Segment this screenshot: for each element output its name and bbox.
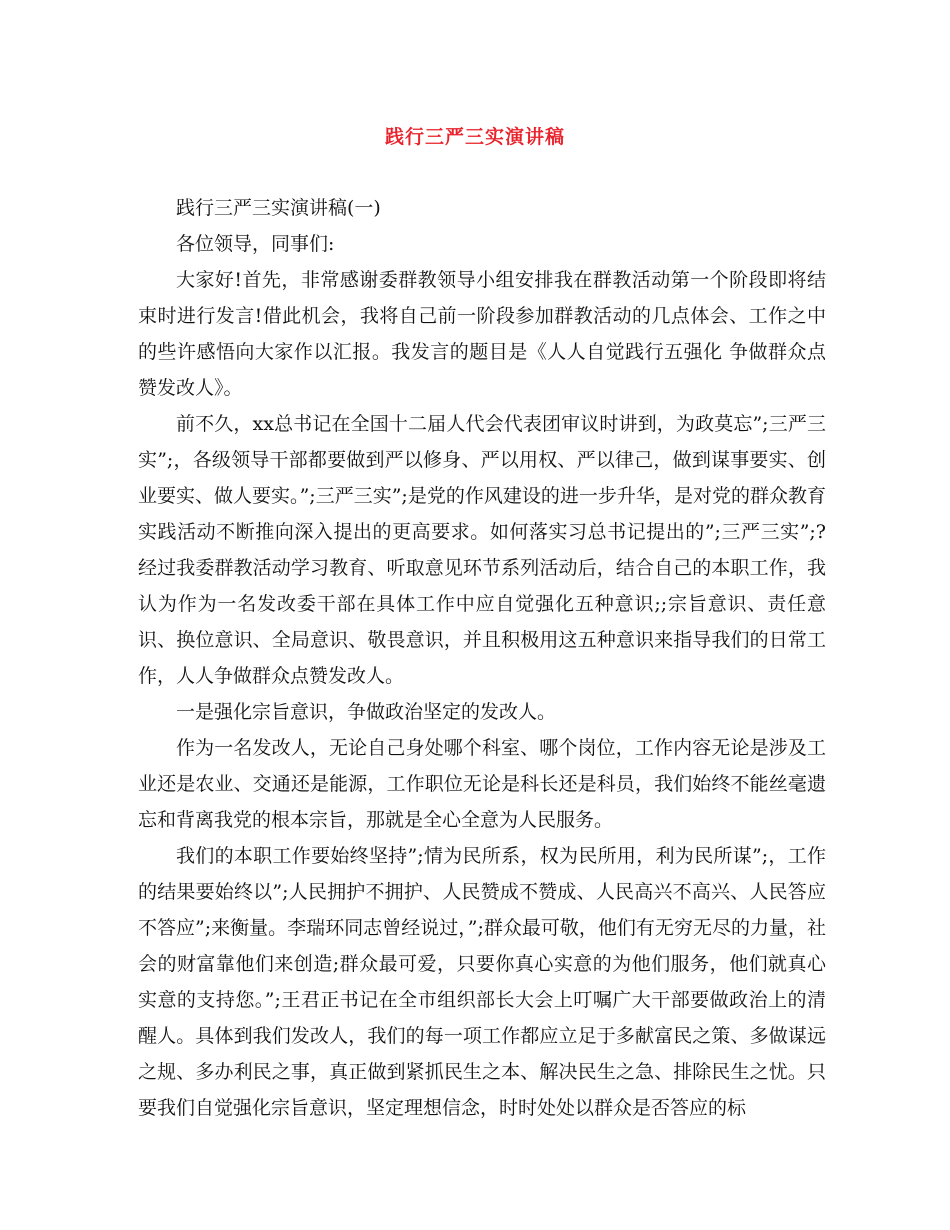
section-heading-1: 一是强化宗旨意识，争做政治坚定的发改人。 [176,701,557,723]
paragraph-intro: 大家好!首先，非常感谢委群教领导小组安排我在群教活动第一个阶段即将结束时进行发言!借此机会，我将自己前一阶段参加群教活动的几点体会、工作之中的些许感悟向大家作以汇报。我发言的题目是《人人自觉践行五强化 争做群众点赞发改人》。 [138,269,826,399]
paragraph-purpose: 作为一名发改人，无论自己身处哪个科室、哪个岗位，工作内容无论是涉及工业还是农业、交通还是能源，工作职位无论是科长还是科员，我们始终不能丝毫遗忘和背离我党的根本宗旨，那就是全心全意为人民服务。 [138,737,826,831]
paragraph-three-stricts: 前不久，xx总书记在全国十二届人代会代表团审议时讲到，为政莫忘”;三严三实”;，各级领导干部都要做到严以修身、严以用权、严以律己，做到谋事要实、创业要实、做人要实。”;三严三实”;是党的作风建设的进一步升华，是对党的群众教育实践活动不断推向深入提出的更高要求。如何落实习总书记提出的”;三严三实”;?经过我委群教活动学习教育、听取意见环节系列活动后，结合自己的本职工作，我认为作为一名发改委干部在具体工作中应自觉强化五种意识;;宗旨意识、责任意识、换位意识、全局意识、敬畏意识，并且积极用这五种意识来指导我们的日常工作，人人争做群众点赞发改人。 [138,413,826,687]
document-body [138,190,826,1126]
speech-heading: 践行三严三实演讲稿(一) [176,197,381,219]
salutation: 各位领导，同事们: [176,233,335,255]
document-title: 践行三严三实演讲稿 [384,126,565,148]
paragraph-work: 我们的本职工作要始终坚持”;情为民所系，权为民所用，利为民所谋”;，工作的结果要始终以”;人民拥护不拥护、人民赞成不赞成、人民高兴不高兴、人民答应不答应”;来衡量。李瑞环同志曾经说过，”;群众最可敬，他们有无穷无尽的力量，社会的财富靠他们来创造;群众最可爱，只要你真心实意的为他们服务，他们就真心实意的支持您。”;王君正书记在全市组织部长大会上叮嘱广大干部要做政治上的清醒人。具体到我们发改人，我们的每一项工作都应立足于多献富民之策、多做谋远之规、多办利民之事，真正做到紧抓民生之本、解决民生之急、排除民生之忧。只要我们自觉强化宗旨意识，坚定理想信念，时时处处以群众是否答应的标 [138,845,826,1119]
